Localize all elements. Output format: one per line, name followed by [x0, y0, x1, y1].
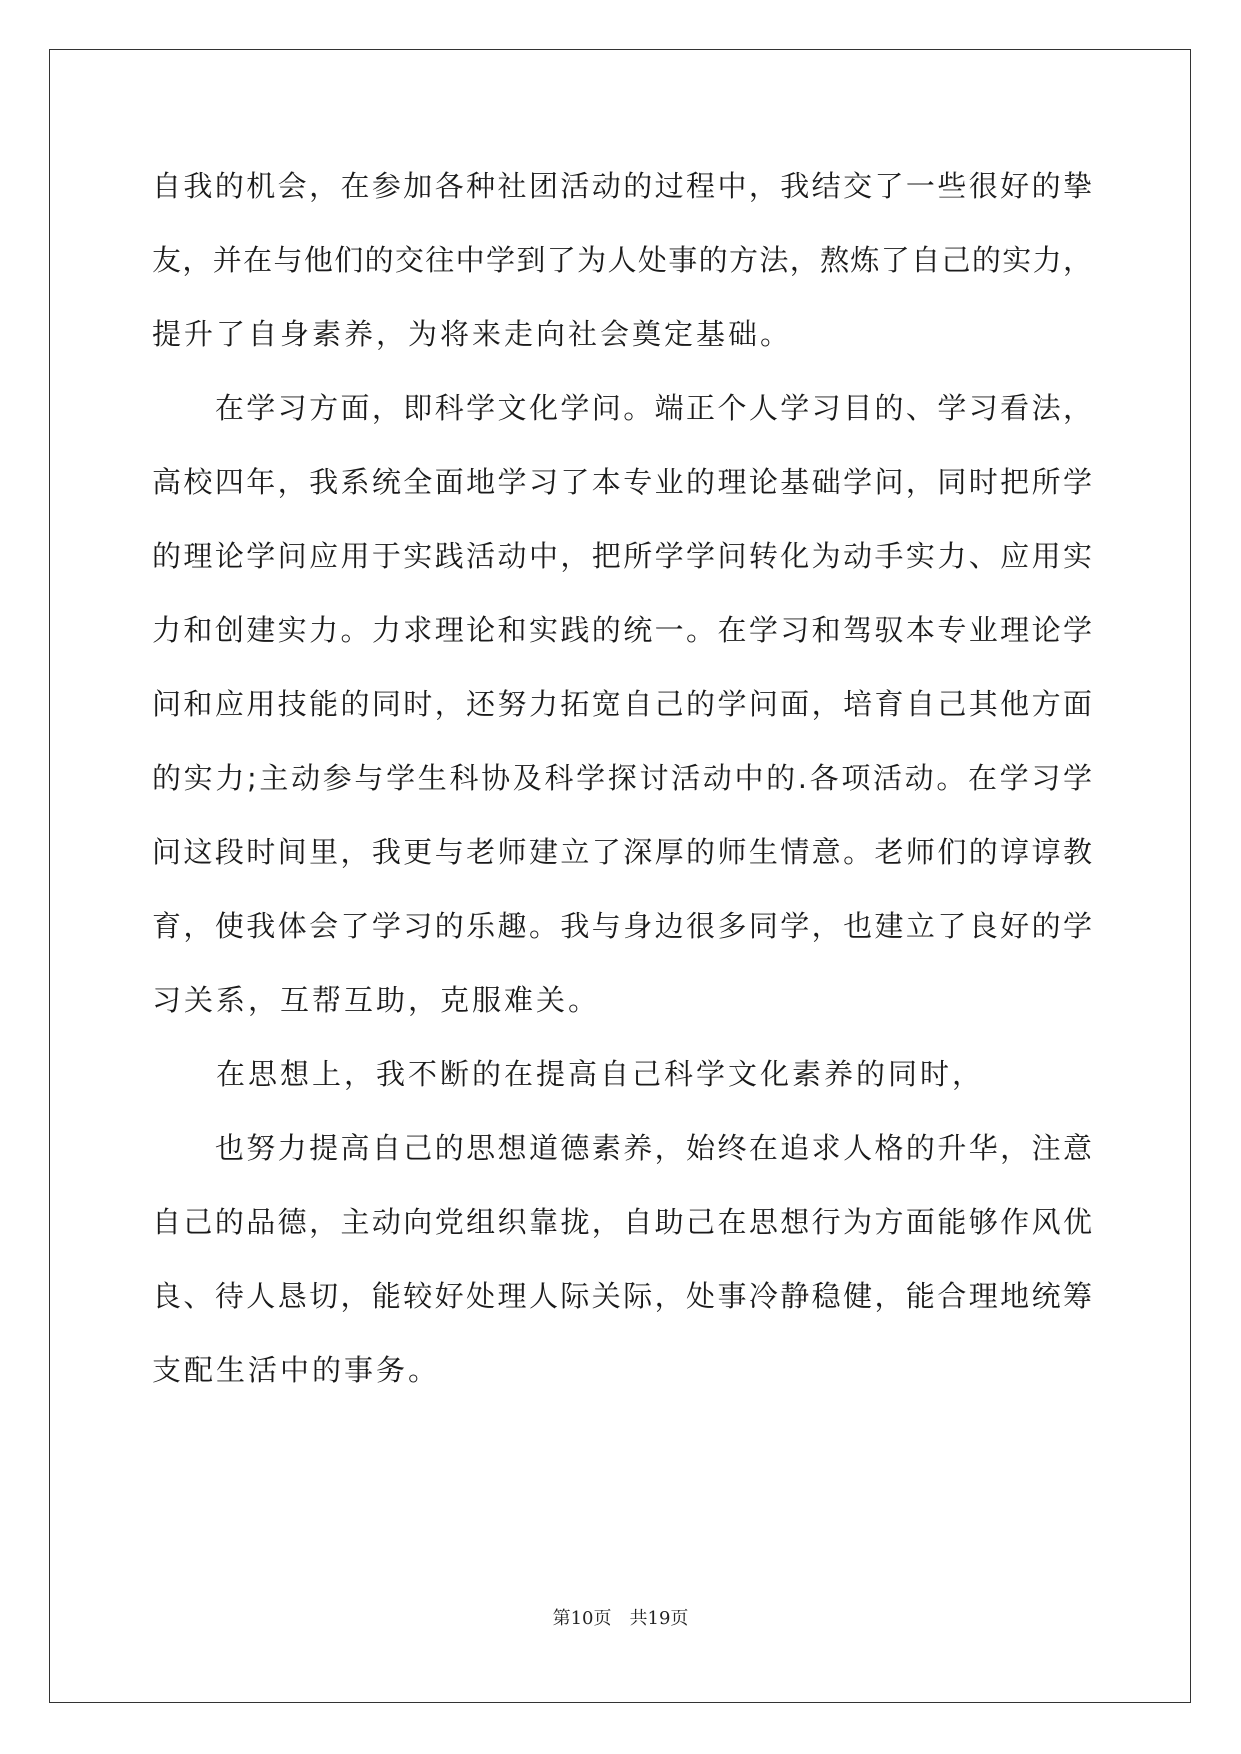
text-line: 的实力;主动参与学生科协及科学探讨活动中的.各项活动。在学习学 — [152, 761, 1092, 795]
text-line: 力和创建实力。力求理论和实践的统一。在学习和驾驭本专业理论学 — [152, 613, 1092, 647]
text-line: 育，使我体会了学习的乐趣。我与身边很多同学，也建立了良好的学 — [152, 909, 1092, 943]
page-number: 第10页 共19页 — [552, 1608, 689, 1629]
text-line: 自己的品德，主动向党组织靠拢，自助己在思想行为方面能够作风优 — [152, 1205, 1092, 1239]
text-line: 问和应用技能的同时，还努力拓宽自己的学问面，培育自己其他方面 — [152, 687, 1092, 721]
text-line: 支配生活中的事务。 — [152, 1353, 441, 1387]
text-line: 在学习方面，即科学文化学问。端正个人学习目的、学习看法， — [152, 391, 1092, 425]
text-line: 自我的机会，在参加各种社团活动的过程中，我结交了一些很好的挚 — [152, 169, 1092, 203]
text-line: 友，并在与他们的交往中学到了为人处事的方法，熬炼了自己的实力， — [152, 243, 1092, 277]
text-line: 在思想上，我不断的在提高自己科学文化素养的同时， — [152, 1057, 985, 1091]
text-line: 提升了自身素养，为将来走向社会奠定基础。 — [152, 317, 793, 351]
text-line: 的理论学问应用于实践活动中，把所学学问转化为动手实力、应用实 — [152, 539, 1092, 573]
text-line: 问这段时间里，我更与老师建立了深厚的师生情意。老师们的谆谆教 — [152, 835, 1092, 869]
text-line: 良、待人恳切，能较好处理人际关际，处事冷静稳健，能合理地统筹 — [152, 1279, 1092, 1313]
text-line: 也努力提高自己的思想道德素养，始终在追求人格的升华，注意 — [152, 1131, 1092, 1165]
text-line: 习关系，互帮互助，克服难关。 — [152, 983, 601, 1017]
text-line: 高校四年，我系统全面地学习了本专业的理论基础学问，同时把所学 — [152, 465, 1092, 499]
page-border — [49, 49, 1191, 1703]
